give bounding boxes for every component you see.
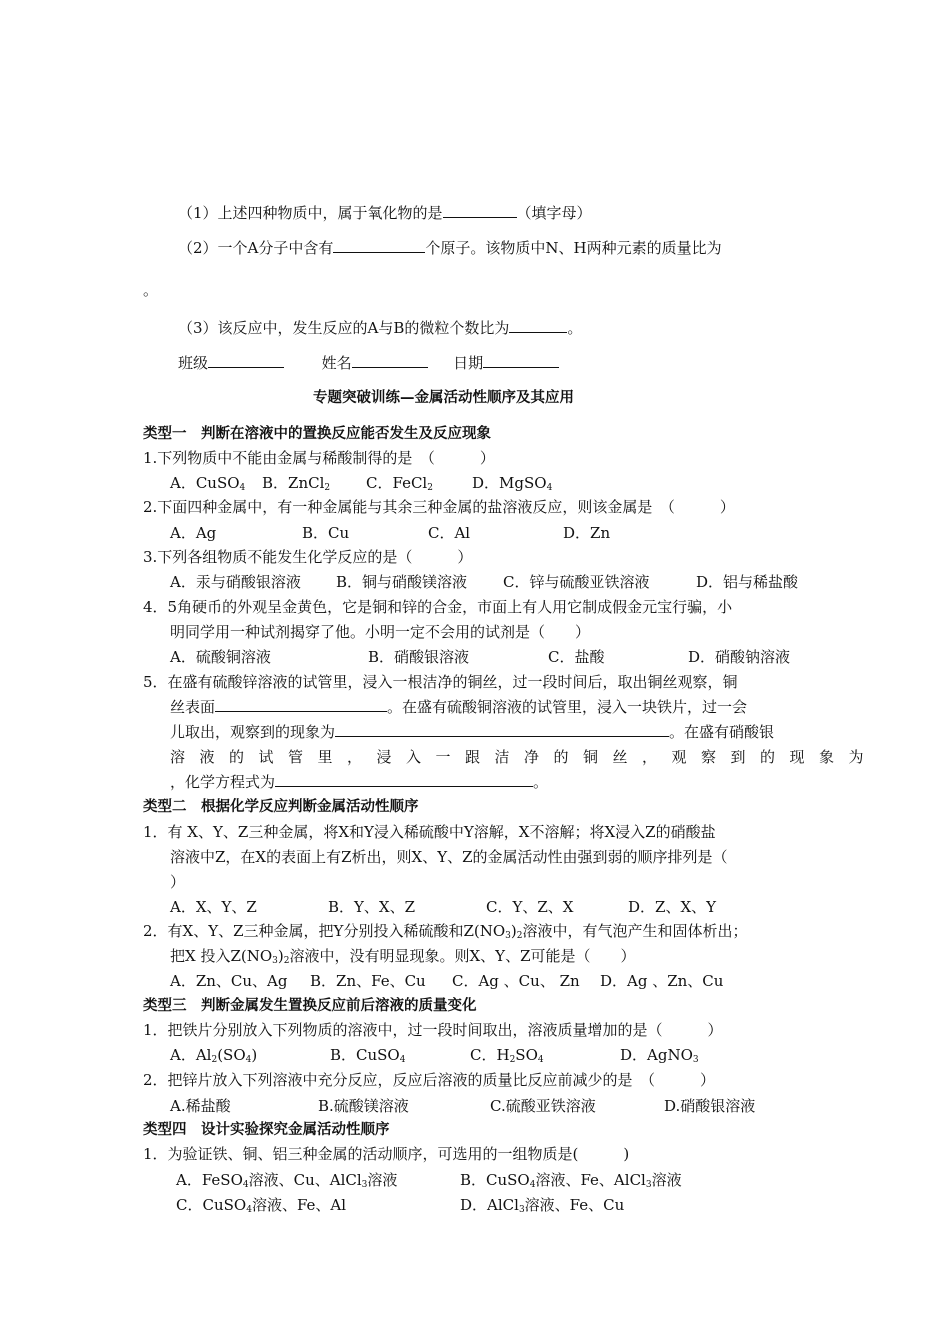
top-q2 [178,238,722,258]
blank [275,772,533,787]
type1-heading: 类型一 判断在溶液中的置换反应能否发生及反应现象 [143,426,491,442]
type2-q1-line2: 溶液中Z，在X的表面上有Z析出，则X、Y、Z的金属活动性由强到弱的顺序排列是（ [170,848,728,866]
type4-q1: 1．为验证铁、铜、铝三种金属的活动顺序，可选用的一组物质是( ) [143,1145,630,1163]
option-b: B．Cu [302,524,350,542]
option-d: D．AlCl [460,1196,519,1214]
name-blank [352,353,428,368]
option-a: A．X、Y、Z [170,898,257,916]
top-q1-text: （1）上述四种物质中，属于氧化物的是 [178,204,443,222]
top-q2-tail: 个原子。该物质中N、H两种元素的质量比为 [425,239,722,257]
option-b: B．Zn、Fe、Cu [310,972,426,990]
option-c: C．Al [428,524,471,542]
option-d: D．MgSO [472,474,547,492]
type1-q5-line4: 溶液的试管里，浸入一跟洁净的铜丝，观察到的现象为 [170,748,879,766]
header-row [178,353,559,373]
option-d: D．Zn [563,524,611,542]
option-d-text: 溶液、Fe、Cu [524,1196,625,1214]
option-b-text: 溶液 [651,1171,682,1189]
top-q1 [178,203,592,223]
name-label: 姓名 [321,354,352,372]
date-blank [483,353,559,368]
q2-text: ) [277,947,284,965]
q2-text: 溶液中，有气泡产生和固体析出； [522,922,748,940]
top-q3-tail: 。 [567,319,583,337]
top-q1-tail: （填字母） [516,204,592,222]
type3-q2: 2．把锌片放入下列溶液中充分反应，反应后溶液的质量比反应前减少的是 （ ） [143,1071,716,1089]
type1-q5-line1: 5．在盛有硫酸锌溶液的试管里，浸入一根洁净的铜丝，过一段时间后，取出铜丝观察，铜 [143,673,738,691]
q5-text: 。在盛有硫酸铜溶液的试管里，浸入一块铁片，过一会 [387,698,748,716]
q5-text: 儿取出，观察到的现象为 [170,723,336,741]
option-b: B．CuSO [330,1046,400,1064]
option-c: C．盐酸 [548,648,605,666]
option-a-text: 溶液 [367,1171,398,1189]
blank [333,238,425,253]
option-b: B．CuSO [460,1171,530,1189]
option-d: D．铝与稀盐酸 [696,573,799,591]
option-c: C．Ag 、Cu、 Zn [452,972,580,990]
top-q2-text: （2）一个A分子中含有 [178,239,334,257]
q2-text: 溶液中，没有明显现象。则X、Y、Z可能是（ ） [289,947,636,965]
type2-q1-line3: ） [170,873,186,891]
option-b-text: 溶液、Fe、AlCl [535,1171,646,1189]
blank [509,318,567,333]
option-b: B．硝酸银溶液 [368,648,470,666]
class-blank [208,353,284,368]
blank [335,722,669,737]
type1-q4-line2: 明同学用一种试剂揭穿了他。小明一定不会用的试剂是（ ） [170,623,591,641]
option-a-text: 溶液、Cu、AlCl [248,1171,362,1189]
option-b: B．Y、X、Z [328,898,416,916]
type1-q5-line5 [170,772,548,792]
option-a: A．FeSO [176,1171,243,1189]
option-c: C．FeCl [366,474,428,492]
option-c: C．CuSO [176,1196,247,1214]
q2-text: ) [510,922,517,940]
type1-q5-line2 [170,697,747,717]
option-a: A．Ag [170,524,217,542]
option-a: A．汞与硝酸银溶液 [170,573,301,591]
type1-q2: 2.下面四种金属中，有一种金属能与其余三种金属的盐溶液反应，则该金属是 （ ） [143,498,735,516]
option-a: A．Zn、Cu、Ag [170,972,288,990]
top-q3-text: （3）该反应中，发生反应的A与B的微粒个数比为 [178,319,510,337]
q2-text: 2．有X、Y、Z三种金属，把Y分别投入稀硫酸和Z(NO [143,922,506,940]
top-q2-end: 。 [143,281,159,299]
option-d: D．Ag 、Zn、Cu [600,972,724,990]
top-q3 [178,318,582,338]
option-c: C．H [470,1046,510,1064]
type3-heading: 类型三 判断金属发生置换反应前后溶液的质量变化 [143,998,477,1014]
option-d: D．AgNO [620,1046,693,1064]
q5-text: 。在盛有硝酸银 [669,723,775,741]
type1-q1: 1.下列物质中不能由金属与稀酸制得的是 （ ） [143,449,495,467]
q5-text: ，化学方程式为 [170,773,276,791]
date-label: 日期 [453,354,484,372]
option-d: D．硝酸钠溶液 [688,648,791,666]
type1-q5-line3 [170,722,774,742]
type2-heading: 类型二 根据化学反应判断金属活动性顺序 [143,799,419,815]
type2-q1-line1: 1．有 X、Y、Z三种金属，将X和Y浸入稀硫酸中Y溶解，X不溶解；将X浸入Z的硝酸盐 [143,823,716,841]
q2-text: 把X 投入Z(NO [170,947,273,965]
q5-text: 。 [533,773,549,791]
option-c-text: 溶液、Fe、Al [251,1196,347,1214]
type1-q4-line1: 4．5角硬币的外观呈金黄色，它是铜和锌的合金，市面上有人用它制成假金元宝行骗，小 [143,598,733,616]
type3-q1: 1．把铁片分别放入下列物质的溶液中，过一段时间取出，溶液质量增加的是（ ） [143,1021,723,1039]
option-a: A．硫酸铜溶液 [170,648,271,666]
option-d: D.硝酸银溶液 [664,1097,756,1115]
blank [443,203,517,218]
option-b: B.硫酸镁溶液 [318,1097,409,1115]
option-c: C．Y、Z、X [486,898,574,916]
q5-text: 丝表面 [170,698,216,716]
type4-heading: 类型四 设计实验探究金属活动性顺序 [143,1122,390,1138]
option-c: C．锌与硫酸亚铁溶液 [503,573,650,591]
option-d: D．Z、X、Y [628,898,717,916]
option-b: B．ZnCl [262,474,325,492]
blank [215,697,387,712]
option-c: C.硫酸亚铁溶液 [490,1097,596,1115]
option-a: A．CuSO [170,474,240,492]
page-title: 专题突破训练—金属活动性顺序及其应用 [313,390,574,406]
option-b: B．铜与硝酸镁溶液 [336,573,468,591]
type2-q2-line1: 2．有X、Y、Z三种金属，把Y分别投入稀硫酸和$Z(NO_3)_2$溶液中，有气泡产生和固体析出； [143,922,748,941]
option-a: A．Al [170,1046,212,1064]
type2-q2-line2: 把X 投入$Z(NO_3)_2$溶液中，没有明显现象。则X、Y、Z可能是（ ） [170,947,636,966]
type1-q3: 3.下列各组物质不能发生化学反应的是（ ） [143,548,473,566]
class-label: 班级 [178,354,209,372]
option-a: A.稀盐酸 [170,1097,231,1115]
